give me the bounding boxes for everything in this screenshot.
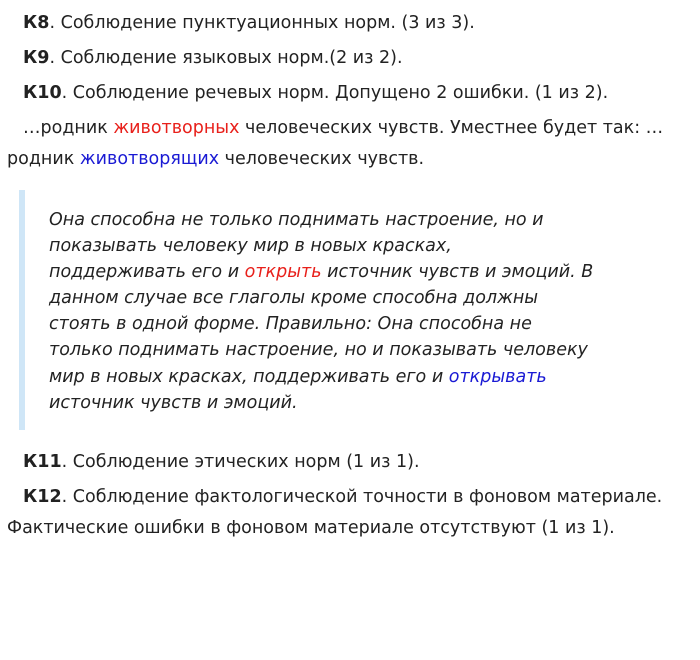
criterion-code: К8 [23, 13, 50, 33]
criterion-code: К12 [23, 487, 62, 507]
error-word: животворных [113, 118, 240, 138]
error-word: открыть [244, 262, 322, 283]
criterion-code: К11 [23, 452, 62, 472]
quote-line: источник чувств и эмоций. [49, 392, 298, 413]
quote-line: мир в новых красках, поддерживать его и [49, 366, 449, 387]
quote-line: стоять в одной форме. Правильно: Она способна не [49, 314, 532, 335]
criterion-text: . Соблюдение этических норм (1 из 1). [61, 452, 420, 472]
speech-error-correction [7, 144, 692, 175]
example-text: родник [7, 149, 80, 169]
example-text: …родник [23, 118, 114, 138]
criterion-k11 [7, 447, 692, 478]
quote-line: данном случае все глаголы кроме способна должны [49, 288, 539, 309]
criterion-text: . Соблюдение фактологической точности в фоновом материале. [61, 487, 663, 507]
blockquote-text [49, 207, 593, 416]
criterion-k9 [7, 43, 692, 74]
criterion-text: Фактические ошибки в фоновом материале отсутствуют (1 из 1). [7, 518, 615, 538]
speech-error-example [7, 113, 692, 144]
grammar-error-blockquote [19, 190, 689, 430]
criterion-k12-continuation [7, 513, 692, 544]
correction-word: животворящих [79, 149, 220, 169]
quote-line: показывать человеку мир в новых красках, [49, 236, 452, 257]
example-text: человеческих чувств. Уместнее будет так: … [239, 118, 664, 138]
quote-line: источник чувств и эмоций. В [321, 262, 594, 283]
example-text: человеческих чувств. [219, 149, 425, 169]
quote-line: Она способна не только поднимать настроение, но и [49, 210, 544, 230]
criterion-k12 [7, 482, 692, 513]
criterion-text: . Соблюдение пунктуационных норм. (3 из 3). [49, 13, 475, 33]
criterion-text: . Соблюдение языковых норм.(2 из 2). [49, 48, 403, 68]
criterion-text: . Соблюдение речевых норм. Допущено 2 ошибки. (1 из 2). [61, 83, 609, 103]
correction-word: открывать [448, 366, 547, 387]
criterion-code: К10 [23, 83, 62, 103]
criterion-code: К9 [23, 48, 50, 68]
quote-line: поддерживать его и [49, 262, 245, 283]
criterion-k10 [7, 78, 692, 109]
quote-line: только поднимать настроение, но и показывать человеку [49, 340, 588, 361]
criterion-k8 [7, 8, 692, 39]
